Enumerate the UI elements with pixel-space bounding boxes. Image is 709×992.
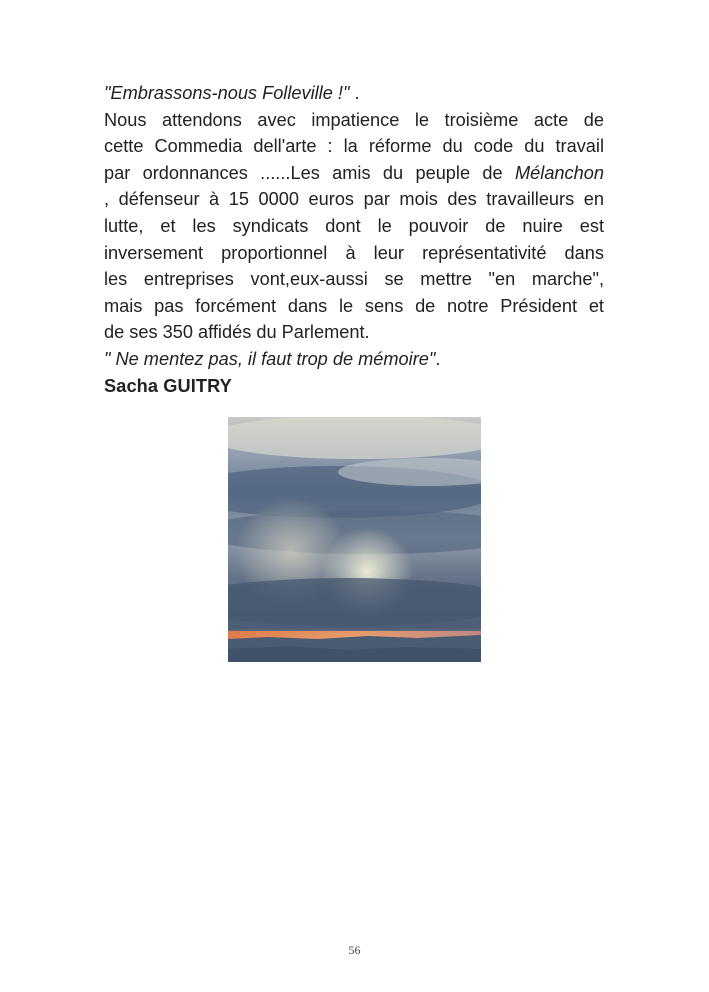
paragraph-line-2: cette Commedia dell'arte : la réforme du code du travail xyxy=(104,136,604,157)
paragraph-line-1: Nous attendons avec impatience le troisième acte de xyxy=(104,109,604,130)
quote-line-2 xyxy=(104,346,604,373)
text-block xyxy=(104,80,604,399)
paragraph-line-4: , défenseur à 15 0000 euros par mois des travailleurs en xyxy=(104,189,604,210)
paragraph-line-6: inversement proportionnel à leur représentativité dans xyxy=(104,242,604,263)
quote-folleville-punct: . xyxy=(349,83,360,103)
paragraph-line-9: de ses 350 affidés du Parlement. xyxy=(104,322,370,343)
quote-line-1 xyxy=(104,80,604,107)
page-number: 56 xyxy=(348,943,361,957)
quote-author: Sacha GUITRY xyxy=(104,375,232,396)
paragraph-line-3 xyxy=(104,160,604,187)
quote-guitry-punct: . xyxy=(435,348,441,369)
paragraph-line-7: les entreprises vont,eux-aussi se mettre "en marche", xyxy=(104,269,604,290)
paragraph-line-8: mais pas forcément dans le sens de notre Président et xyxy=(104,295,604,316)
sky-photo xyxy=(228,417,481,662)
paragraph-line-5: lutte, et les syndicats dont le pouvoir de nuire est xyxy=(104,215,604,236)
cloud-band-dark-3 xyxy=(228,578,481,626)
paragraph-line-3-text: par ordonnances ......Les amis du peuple de xyxy=(104,162,516,183)
quote-folleville: "Embrassons-nous Folleville !" xyxy=(104,83,350,103)
quote-guitry: " Ne mentez pas, il faut trop de mémoire" xyxy=(104,348,436,369)
name-melanchon: Mélanchon xyxy=(515,162,604,183)
